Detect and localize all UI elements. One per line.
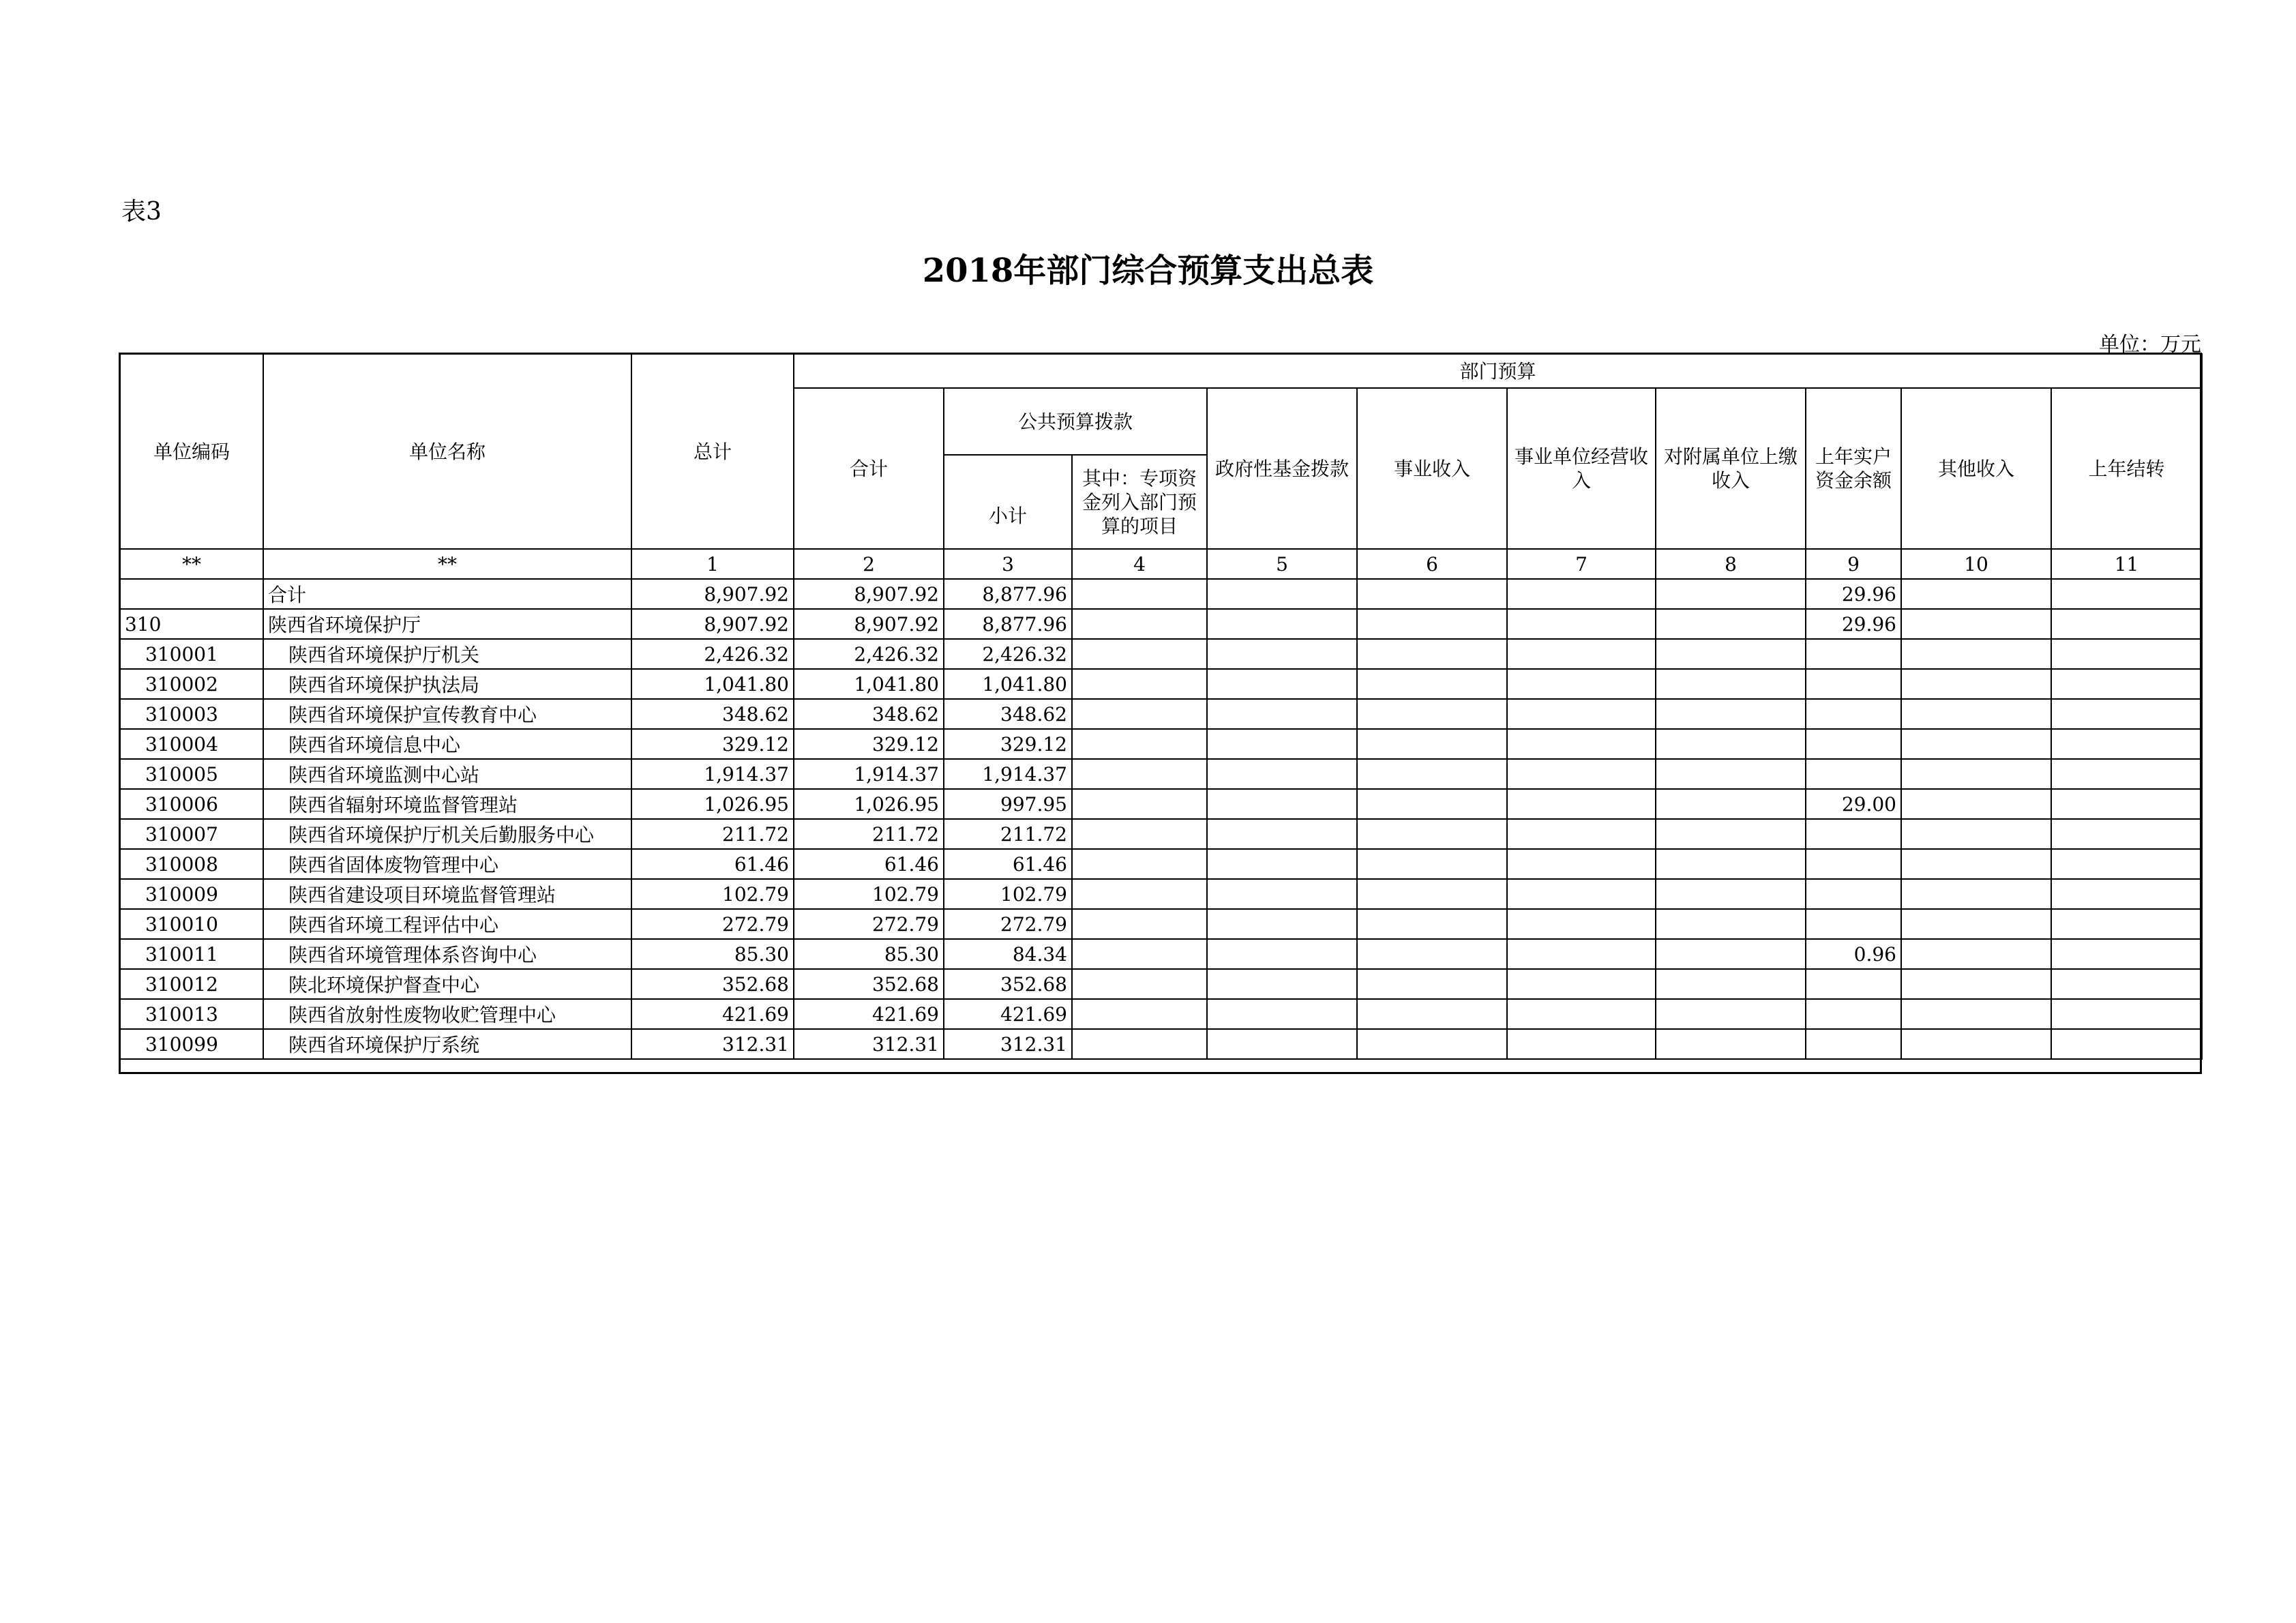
cell-unit-code: 310013 xyxy=(120,999,263,1029)
cell-public-subtotal: 61.46 xyxy=(944,849,1072,879)
cell-public-subtotal: 272.79 xyxy=(944,909,1072,939)
cell-operating-income xyxy=(1507,609,1656,639)
cell-gov-fund xyxy=(1207,909,1357,939)
cell-total: 61.46 xyxy=(631,849,794,879)
index-cell: 2 xyxy=(794,549,944,579)
cell-other-income xyxy=(1901,669,2051,699)
cell-operating-income xyxy=(1507,669,1656,699)
cell-operating-income xyxy=(1507,819,1656,849)
cell-public-subtotal: 211.72 xyxy=(944,819,1072,849)
cell-operating-income xyxy=(1507,789,1656,819)
cell-gov-fund xyxy=(1207,969,1357,999)
cell-carryover xyxy=(2051,669,2202,699)
cell-public-subtotal: 329.12 xyxy=(944,729,1072,759)
cell-operating-income xyxy=(1507,999,1656,1029)
cell-total: 312.31 xyxy=(631,1029,794,1059)
cell-special-projects xyxy=(1072,999,1207,1029)
cell-prior-balance xyxy=(1806,639,1901,669)
header-special-projects: 其中：专项资金列入部门预算的项目 xyxy=(1072,455,1207,549)
cell-unit-code: 310008 xyxy=(120,849,263,879)
cell-prior-balance xyxy=(1806,909,1901,939)
cell-prior-balance xyxy=(1806,879,1901,909)
budget-table xyxy=(119,353,2203,1060)
cell-unit-name: 陕西省辐射环境监督管理站 xyxy=(263,789,631,819)
cell-public-subtotal: 352.68 xyxy=(944,969,1072,999)
cell-unit-name: 陕西省环境保护执法局 xyxy=(263,669,631,699)
cell-unit-code: 310012 xyxy=(120,969,263,999)
cell-sum: 8,907.92 xyxy=(794,579,944,609)
cell-unit-name: 陕西省环境保护厅 xyxy=(263,609,631,639)
index-cell: ** xyxy=(263,549,631,579)
cell-other-income xyxy=(1901,939,2051,969)
cell-affiliated-income xyxy=(1656,639,1806,669)
table-label: 表3 xyxy=(121,198,162,226)
cell-business-income xyxy=(1357,849,1507,879)
cell-public-subtotal: 8,877.96 xyxy=(944,579,1072,609)
cell-gov-fund xyxy=(1207,849,1357,879)
header-operating-income: 事业单位经营收入 xyxy=(1507,388,1656,549)
cell-other-income xyxy=(1901,789,2051,819)
cell-unit-code: 310011 xyxy=(120,939,263,969)
cell-special-projects xyxy=(1072,579,1207,609)
cell-unit-name: 陕西省环境保护厅机关后勤服务中心 xyxy=(263,819,631,849)
cell-public-subtotal: 997.95 xyxy=(944,789,1072,819)
cell-prior-balance xyxy=(1806,669,1901,699)
cell-other-income xyxy=(1901,969,2051,999)
table-row xyxy=(120,789,2202,819)
cell-sum: 348.62 xyxy=(794,699,944,729)
cell-public-subtotal: 2,426.32 xyxy=(944,639,1072,669)
cell-affiliated-income xyxy=(1656,909,1806,939)
cell-sum: 312.31 xyxy=(794,1029,944,1059)
cell-unit-name: 陕西省放射性废物收贮管理中心 xyxy=(263,999,631,1029)
cell-total: 348.62 xyxy=(631,699,794,729)
cell-sum: 61.46 xyxy=(794,849,944,879)
cell-other-income xyxy=(1901,999,2051,1029)
cell-prior-balance xyxy=(1806,759,1901,789)
cell-gov-fund xyxy=(1207,999,1357,1029)
header-subtotal-all: 合计 xyxy=(794,388,944,549)
cell-affiliated-income xyxy=(1656,879,1806,909)
cell-unit-code: 310003 xyxy=(120,699,263,729)
table-row xyxy=(120,939,2202,969)
cell-special-projects xyxy=(1072,699,1207,729)
index-cell: 7 xyxy=(1507,549,1656,579)
table-row xyxy=(120,999,2202,1029)
cell-special-projects xyxy=(1072,879,1207,909)
cell-unit-name: 合计 xyxy=(263,579,631,609)
cell-affiliated-income xyxy=(1656,999,1806,1029)
cell-carryover xyxy=(2051,789,2202,819)
cell-gov-fund xyxy=(1207,729,1357,759)
index-cell: 1 xyxy=(631,549,794,579)
cell-operating-income xyxy=(1507,969,1656,999)
table-row xyxy=(120,759,2202,789)
header-dept-budget: 部门预算 xyxy=(794,354,2202,388)
cell-sum: 272.79 xyxy=(794,909,944,939)
cell-gov-fund xyxy=(1207,759,1357,789)
cell-other-income xyxy=(1901,759,2051,789)
cell-total: 211.72 xyxy=(631,819,794,849)
cell-affiliated-income xyxy=(1656,609,1806,639)
cell-affiliated-income xyxy=(1656,789,1806,819)
cell-operating-income xyxy=(1507,579,1656,609)
cell-carryover xyxy=(2051,909,2202,939)
cell-public-subtotal: 1,041.80 xyxy=(944,669,1072,699)
cell-other-income xyxy=(1901,729,2051,759)
cell-carryover xyxy=(2051,849,2202,879)
cell-carryover xyxy=(2051,819,2202,849)
cell-business-income xyxy=(1357,939,1507,969)
cell-other-income xyxy=(1901,699,2051,729)
cell-unit-name: 陕西省环境管理体系咨询中心 xyxy=(263,939,631,969)
cell-affiliated-income xyxy=(1656,759,1806,789)
cell-unit-name: 陕西省建设项目环境监督管理站 xyxy=(263,879,631,909)
cell-special-projects xyxy=(1072,1029,1207,1059)
unit-note: 单位：万元 xyxy=(2099,333,2201,357)
header-unit-name: 单位名称 xyxy=(263,354,631,549)
table-row xyxy=(120,849,2202,879)
cell-business-income xyxy=(1357,609,1507,639)
cell-unit-code: 310004 xyxy=(120,729,263,759)
cell-unit-code: 310007 xyxy=(120,819,263,849)
cell-unit-name: 陕西省环境保护厅系统 xyxy=(263,1029,631,1059)
cell-gov-fund xyxy=(1207,1029,1357,1059)
cell-gov-fund xyxy=(1207,819,1357,849)
cell-business-income xyxy=(1357,819,1507,849)
index-cell: 4 xyxy=(1072,549,1207,579)
cell-affiliated-income xyxy=(1656,969,1806,999)
cell-unit-name: 陕西省环境工程评估中心 xyxy=(263,909,631,939)
cell-prior-balance xyxy=(1806,999,1901,1029)
cell-business-income xyxy=(1357,639,1507,669)
table-row xyxy=(120,699,2202,729)
cell-special-projects xyxy=(1072,759,1207,789)
cell-affiliated-income xyxy=(1656,699,1806,729)
cell-prior-balance xyxy=(1806,819,1901,849)
cell-sum: 8,907.92 xyxy=(794,609,944,639)
cell-business-income xyxy=(1357,579,1507,609)
cell-business-income xyxy=(1357,1029,1507,1059)
cell-sum: 1,026.95 xyxy=(794,789,944,819)
cell-other-income xyxy=(1901,909,2051,939)
cell-gov-fund xyxy=(1207,789,1357,819)
cell-special-projects xyxy=(1072,609,1207,639)
index-row xyxy=(120,549,2202,579)
cell-business-income xyxy=(1357,879,1507,909)
index-cell: 3 xyxy=(944,549,1072,579)
cell-unit-name: 陕西省环境保护宣传教育中心 xyxy=(263,699,631,729)
cell-total: 272.79 xyxy=(631,909,794,939)
cell-operating-income xyxy=(1507,1029,1656,1059)
cell-sum: 2,426.32 xyxy=(794,639,944,669)
cell-other-income xyxy=(1901,819,2051,849)
header-carryover: 上年结转 xyxy=(2051,388,2202,549)
cell-gov-fund xyxy=(1207,939,1357,969)
table-row xyxy=(120,669,2202,699)
table-row xyxy=(120,819,2202,849)
cell-unit-code: 310099 xyxy=(120,1029,263,1059)
cell-other-income xyxy=(1901,579,2051,609)
cell-prior-balance: 29.96 xyxy=(1806,609,1901,639)
index-cell: 10 xyxy=(1901,549,2051,579)
cell-public-subtotal: 8,877.96 xyxy=(944,609,1072,639)
cell-business-income xyxy=(1357,999,1507,1029)
cell-total: 8,907.92 xyxy=(631,609,794,639)
cell-unit-code: 310001 xyxy=(120,639,263,669)
table-row xyxy=(120,1029,2202,1059)
cell-affiliated-income xyxy=(1656,1029,1806,1059)
cell-affiliated-income xyxy=(1656,939,1806,969)
index-cell: 6 xyxy=(1357,549,1507,579)
cell-prior-balance: 0.96 xyxy=(1806,939,1901,969)
cell-carryover xyxy=(2051,609,2202,639)
cell-affiliated-income xyxy=(1656,729,1806,759)
cell-prior-balance xyxy=(1806,699,1901,729)
cell-special-projects xyxy=(1072,819,1207,849)
cell-carryover xyxy=(2051,939,2202,969)
cell-public-subtotal: 84.34 xyxy=(944,939,1072,969)
cell-other-income xyxy=(1901,849,2051,879)
cell-special-projects xyxy=(1072,909,1207,939)
cell-carryover xyxy=(2051,999,2202,1029)
cell-prior-balance: 29.00 xyxy=(1806,789,1901,819)
cell-sum: 329.12 xyxy=(794,729,944,759)
cell-unit-code: 310010 xyxy=(120,909,263,939)
cell-unit-code: 310009 xyxy=(120,879,263,909)
index-cell: 9 xyxy=(1806,549,1901,579)
cell-total: 85.30 xyxy=(631,939,794,969)
cell-other-income xyxy=(1901,879,2051,909)
cell-total: 8,907.92 xyxy=(631,579,794,609)
cell-carryover xyxy=(2051,639,2202,669)
cell-unit-name: 陕西省环境保护厅机关 xyxy=(263,639,631,669)
cell-carryover xyxy=(2051,969,2202,999)
cell-total: 102.79 xyxy=(631,879,794,909)
cell-unit-name: 陕西省固体废物管理中心 xyxy=(263,849,631,879)
cell-other-income xyxy=(1901,1029,2051,1059)
cell-total: 329.12 xyxy=(631,729,794,759)
cell-special-projects xyxy=(1072,969,1207,999)
cell-gov-fund xyxy=(1207,579,1357,609)
cell-public-subtotal: 102.79 xyxy=(944,879,1072,909)
cell-public-subtotal: 1,914.37 xyxy=(944,759,1072,789)
cell-public-subtotal: 348.62 xyxy=(944,699,1072,729)
header-gov-fund: 政府性基金拨款 xyxy=(1207,388,1357,549)
cell-operating-income xyxy=(1507,849,1656,879)
cell-gov-fund xyxy=(1207,879,1357,909)
cell-business-income xyxy=(1357,789,1507,819)
cell-carryover xyxy=(2051,579,2202,609)
cell-sum: 352.68 xyxy=(794,969,944,999)
cell-gov-fund xyxy=(1207,669,1357,699)
cell-unit-code: 310005 xyxy=(120,759,263,789)
cell-prior-balance: 29.96 xyxy=(1806,579,1901,609)
cell-total: 1,026.95 xyxy=(631,789,794,819)
table-row xyxy=(120,879,2202,909)
cell-sum: 85.30 xyxy=(794,939,944,969)
cell-unit-name: 陕西省环境监测中心站 xyxy=(263,759,631,789)
cell-total: 1,914.37 xyxy=(631,759,794,789)
cell-sum: 102.79 xyxy=(794,879,944,909)
table-row xyxy=(120,609,2202,639)
header-total: 总计 xyxy=(631,354,794,549)
table-row xyxy=(120,729,2202,759)
cell-affiliated-income xyxy=(1656,669,1806,699)
cell-operating-income xyxy=(1507,909,1656,939)
header-affiliated-income: 对附属单位上缴收入 xyxy=(1656,388,1806,549)
cell-prior-balance xyxy=(1806,1029,1901,1059)
cell-gov-fund xyxy=(1207,609,1357,639)
cell-special-projects xyxy=(1072,669,1207,699)
cell-unit-code: 310 xyxy=(120,609,263,639)
cell-carryover xyxy=(2051,879,2202,909)
cell-operating-income xyxy=(1507,759,1656,789)
table-row xyxy=(120,909,2202,939)
header-public-subtotal: 小计 xyxy=(944,455,1072,549)
header-prior-balance: 上年实户资金余额 xyxy=(1806,388,1901,549)
table-row xyxy=(120,639,2202,669)
cell-sum: 1,041.80 xyxy=(794,669,944,699)
cell-total: 1,041.80 xyxy=(631,669,794,699)
cell-carryover xyxy=(2051,1029,2202,1059)
cell-prior-balance xyxy=(1806,969,1901,999)
cell-gov-fund xyxy=(1207,639,1357,669)
cell-business-income xyxy=(1357,969,1507,999)
cell-other-income xyxy=(1901,639,2051,669)
page-title: 2018年部门综合预算支出总表 xyxy=(922,252,1374,290)
cell-special-projects xyxy=(1072,639,1207,669)
cell-affiliated-income xyxy=(1656,849,1806,879)
cell-operating-income xyxy=(1507,699,1656,729)
cell-unit-code: 310002 xyxy=(120,669,263,699)
cell-special-projects xyxy=(1072,939,1207,969)
header-other-income: 其他收入 xyxy=(1901,388,2051,549)
table-row xyxy=(120,969,2202,999)
cell-affiliated-income xyxy=(1656,819,1806,849)
cell-total: 2,426.32 xyxy=(631,639,794,669)
cell-special-projects xyxy=(1072,849,1207,879)
cell-business-income xyxy=(1357,669,1507,699)
index-cell: 11 xyxy=(2051,549,2202,579)
cell-unit-name: 陕西省环境信息中心 xyxy=(263,729,631,759)
cell-operating-income xyxy=(1507,879,1656,909)
cell-total: 352.68 xyxy=(631,969,794,999)
cell-carryover xyxy=(2051,699,2202,729)
index-cell: 5 xyxy=(1207,549,1357,579)
header-unit-code: 单位编码 xyxy=(120,354,263,549)
cell-business-income xyxy=(1357,909,1507,939)
cell-public-subtotal: 312.31 xyxy=(944,1029,1072,1059)
cell-operating-income xyxy=(1507,639,1656,669)
header-public-alloc: 公共预算拨款 xyxy=(944,388,1207,455)
cell-affiliated-income xyxy=(1656,579,1806,609)
cell-business-income xyxy=(1357,699,1507,729)
cell-carryover xyxy=(2051,759,2202,789)
cell-unit-code xyxy=(120,579,263,609)
cell-unit-code: 310006 xyxy=(120,789,263,819)
cell-total: 421.69 xyxy=(631,999,794,1029)
cell-gov-fund xyxy=(1207,699,1357,729)
cell-operating-income xyxy=(1507,939,1656,969)
table-row xyxy=(120,579,2202,609)
index-cell: 8 xyxy=(1656,549,1806,579)
cell-special-projects xyxy=(1072,789,1207,819)
cell-public-subtotal: 421.69 xyxy=(944,999,1072,1029)
cell-sum: 211.72 xyxy=(794,819,944,849)
cell-prior-balance xyxy=(1806,729,1901,759)
cell-prior-balance xyxy=(1806,849,1901,879)
cell-unit-name: 陕北环境保护督查中心 xyxy=(263,969,631,999)
cell-special-projects xyxy=(1072,729,1207,759)
index-cell: ** xyxy=(120,549,263,579)
cell-operating-income xyxy=(1507,729,1656,759)
cell-business-income xyxy=(1357,729,1507,759)
cell-business-income xyxy=(1357,759,1507,789)
cell-sum: 421.69 xyxy=(794,999,944,1029)
header-business-income: 事业收入 xyxy=(1357,388,1507,549)
cell-sum: 1,914.37 xyxy=(794,759,944,789)
cell-other-income xyxy=(1901,609,2051,639)
cell-carryover xyxy=(2051,729,2202,759)
